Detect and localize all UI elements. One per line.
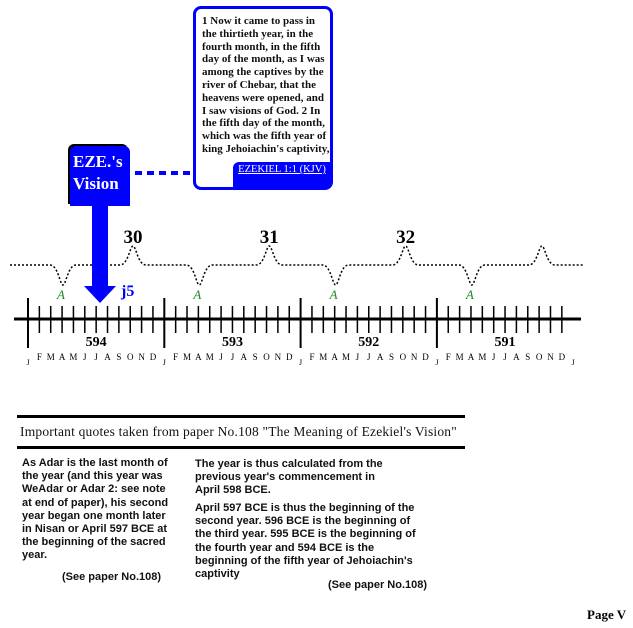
month-label: D: [285, 352, 293, 362]
cycle-start-label: A: [329, 287, 338, 302]
scripture-text: 1 Now it came to pass in the thirtieth year, in the fourth month, in the fifth day of the month, as I was among the captives by the river of Chebar, that the heavens were opened, and I saw visions of God. 2 In the fifth day of the month, which was the fifth year of king Jehoiachin's captivity,: [202, 15, 330, 155]
month-label: M: [319, 352, 328, 362]
cycle-year-number: 31: [259, 227, 279, 248]
month-label: F: [445, 352, 451, 362]
month-label: S: [252, 352, 258, 362]
vision-arrow-shaft: [92, 205, 108, 287]
month-label: A: [513, 352, 520, 362]
month-label: S: [388, 352, 394, 362]
divider-top: [17, 415, 465, 418]
month-label: J: [219, 352, 223, 362]
month-label: N: [547, 352, 554, 362]
month-label: D: [422, 352, 429, 362]
left-quote: As Adar is the last month of the year (and this year was WeAdar or Adar 2: see note at end of paper), his second year began one month later in Nisan or April 597 BCE at the beginning of the sacred year.: [22, 457, 169, 562]
month-label: J: [491, 352, 496, 362]
month-label: S: [525, 352, 531, 362]
vision-marker-line1: EZE.'s: [73, 152, 123, 171]
month-label: A: [58, 352, 66, 362]
month-label: J: [94, 352, 98, 362]
month-label: D: [149, 352, 157, 362]
cycle-start-label: A: [465, 287, 474, 302]
month-label: M: [478, 352, 487, 362]
month-label: N: [138, 352, 145, 362]
cycle-start-label: A: [57, 287, 65, 302]
page-label: Page V: [587, 607, 627, 622]
month-label: A: [104, 352, 111, 362]
month-label: N: [410, 352, 418, 362]
month-label: M: [69, 352, 78, 362]
month-label: J: [503, 352, 507, 362]
month-label: M: [183, 352, 192, 362]
month-label: J: [571, 358, 575, 367]
month-label: O: [535, 352, 543, 362]
month-label: A: [467, 352, 475, 362]
left-quote-reference: (See paper No.108): [62, 571, 162, 583]
quotes-title: Important quotes taken from paper No.108 "The Meaning of Ezekiel's Vision": [20, 424, 457, 439]
month-label: J: [162, 358, 166, 367]
month-label: O: [263, 352, 270, 362]
month-label: F: [309, 352, 315, 362]
month-label: O: [399, 352, 407, 362]
year-label: 593: [221, 335, 243, 350]
cycle-year-number: 30: [123, 227, 143, 248]
right-quote-p2: April 597 BCE is thus the beginning of the second year. 596 BCE is the beginning of the third year. 595 BCE is the beginning of the fourth year and 594 BCE is the beginning of the fifth year of Jehoiachin's captivity: [195, 502, 416, 581]
cycle-year-number: 32: [396, 227, 416, 248]
month-label: M: [46, 352, 55, 362]
year-label: 591: [494, 335, 516, 350]
month-label: J: [435, 358, 439, 367]
month-label: J: [83, 352, 87, 362]
month-label: J: [355, 352, 360, 362]
right-quote-reference: (See paper No.108): [328, 579, 428, 591]
month-label: J: [299, 358, 303, 367]
month-label: M: [455, 352, 464, 362]
month-label: A: [331, 352, 338, 362]
right-quote-p1: The year is thus calculated from the previous year's commencement in April 598 BCE.: [195, 458, 383, 497]
month-label: N: [274, 352, 282, 362]
month-label: F: [173, 352, 179, 362]
month-label: A: [195, 352, 202, 362]
month-label: O: [126, 352, 134, 362]
divider-bottom: [17, 446, 465, 449]
month-label: S: [116, 352, 122, 362]
month-label: A: [240, 352, 248, 362]
month-label: M: [205, 352, 214, 362]
vision-marker-line2: Vision: [73, 174, 119, 193]
cycle-start-label: A: [193, 287, 202, 302]
month-label: D: [558, 352, 566, 362]
vision-arrow-head: [84, 286, 116, 303]
scripture-reference-link[interactable]: EZEKIEL 1:1 (KJV): [233, 162, 331, 188]
day-label: j5: [121, 283, 135, 300]
year-label: 594: [85, 335, 107, 350]
month-label: J: [230, 352, 235, 362]
month-label: F: [36, 352, 42, 362]
month-label: A: [376, 352, 384, 362]
month-label: J: [26, 358, 30, 367]
year-label: 592: [358, 335, 380, 350]
month-label: J: [366, 352, 371, 362]
ezekiel-vision-marker: [70, 146, 130, 206]
month-label: M: [342, 352, 351, 362]
